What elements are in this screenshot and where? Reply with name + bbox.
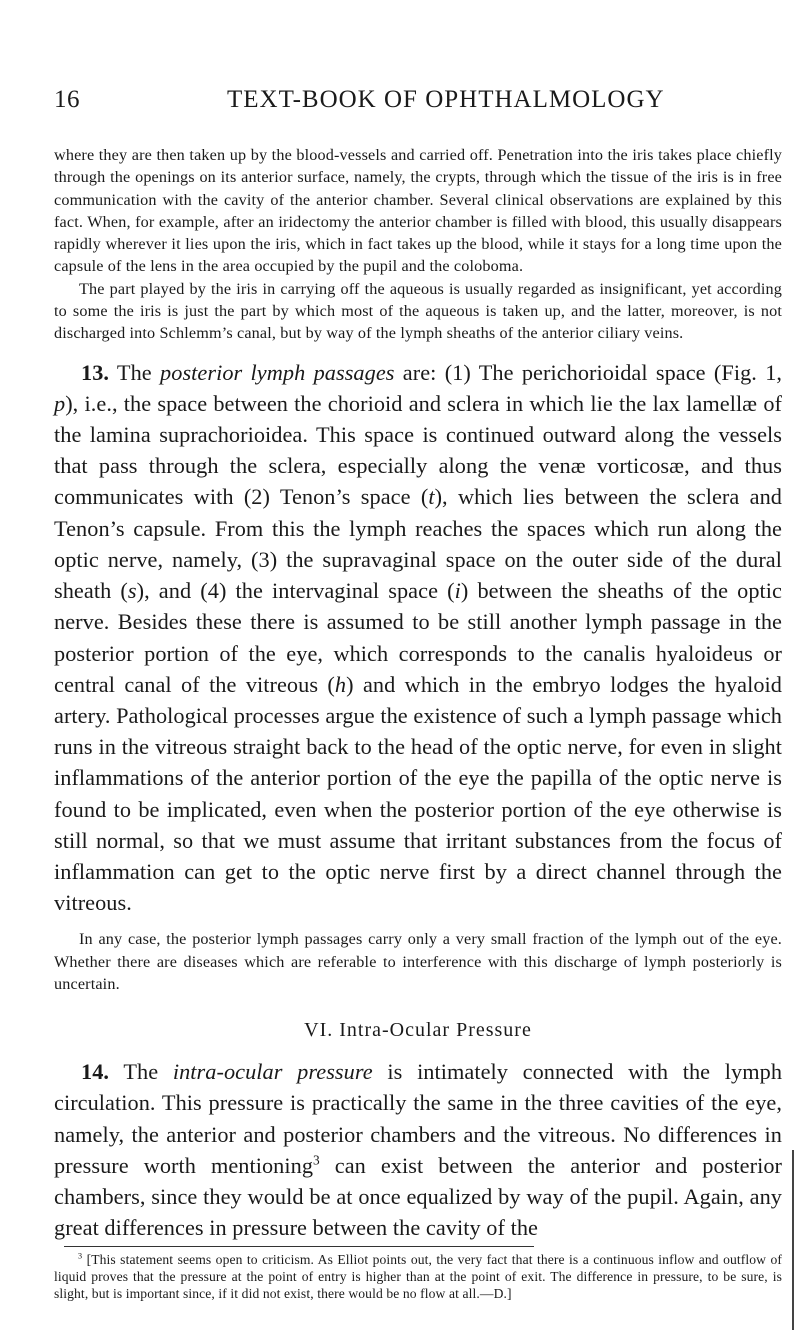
page-header [54,86,754,120]
scan-edge-mark [792,1150,794,1330]
section-title: VI. Intra-Ocular Pressure [304,1019,532,1042]
page-body [54,144,782,1243]
section-number: 13. [81,359,110,385]
term-posterior-lymph: posterior lymph passages [160,359,395,385]
footnote [54,1251,782,1302]
paragraph-iris-role: The part played by the iris in carrying off the aqueous is usually regarded as insignificant, yet according to some the iris is just the part by which most of the aqueous is taken up, and the latter, moreover, is not discharged into Schlemm’s canal, but by way of the lymph sheaths of the anterior ciliary veins. [54,279,782,343]
footnote-divider [64,1246,534,1247]
section-number: 14. [81,1059,110,1085]
footnote-reference[interactable]: 3 [313,1152,320,1168]
paragraph-aqueous-iris: where they are then taken up by the blood-vessels and carried off. Penetration into the iris takes place chiefly through the openings on its anterior surface, namely, the crypts, through which the tissue of the iris is in free communication with the cavity of the anterior chamber. Several clinical observations are explained by this fact. When, for example, after an iridectomy the anterior chamber is filled with blood, this usually disappears rapidly wherever it lies upon the iris, which in fact takes up the blood, while it stays for a long time upon the capsule of the lens in the area occupied by the pupil and the coloboma. [54,146,782,276]
page-number: 16 [54,86,80,113]
paragraph-intraocular-pressure: 14. The intra-ocular pressure is intimately connected with the lymph circulation. This pressure is practically the same in the three cavities of the eye, namely, the anterior and posterior chambers and the vitreous. No differences in pressure worth mentioning$^3$ can exist between the anterior and posterior chambers, since they would be at once equalized by way of the pupil. Again, any great differences in pressure between the cavity of the [54,1059,783,1241]
paragraph-posterior-lymph: 13. The posterior lymph passages are: (1) The perichorioidal space (Fig. 1, p), i.e., the space between the chorioid and sclera in which lie the lax lamellæ of the lamina suprachorioidea. This space is continued outward along the vessels that pass through the sclera, especially along the venæ vorticosæ, and thus communicates with (2) Tenon’s space (t), which lies between the sclera and Tenon’s capsule. From this the lymph reaches the spaces which run along the optic nerve, namely, (3) the supravaginal space on the outer side of the dural sheath (s), and (4) the intervaginal space (i) between the sheaths of the optic nerve. Besides these there is assumed to be still another lymph passage in the posterior portion of the eye, which corresponds to the canalis hyaloideus or central canal of the vitreous (h) and which in the embryo lodges the hyaloid artery. Pathological processes argue the existence of such a lymph passage which runs in the vitreous straight back to the head of the optic nerve, for even in slight inflammations of the anterior portion of the eye the papilla of the optic nerve is found to be implicated, even when the posterior portion of the eye otherwise is still normal, so that we must assume that irritant substances from the focus of inflammation can get to the optic nerve first by a direct channel through the vitreous. [54,359,783,916]
term-intraocular-pressure: intra-ocular pressure [172,1059,373,1085]
paragraph-posterior-note: In any case, the posterior lymph passages carry only a very small fraction of the lymph out of the eye. Whether there are diseases which are referable to interference with this discharge of lymph posteriorly is uncertain. [54,930,782,993]
footnote-marker: 3 [78,1251,83,1261]
footnote-text: [This statement seems open to criticism. As Elliot points out, the very fact that there is a continuous inflow and outflow of liquid proves that the pressure at the point of entry is higher than at the point of exit. The difference in pressure, to be sure, is slight, but is important since, if it did not exist, there would be no flow at all.—D.] [54,1252,783,1301]
running-head: TEXT-BOOK OF OPHTHALMOLOGY [227,86,665,113]
